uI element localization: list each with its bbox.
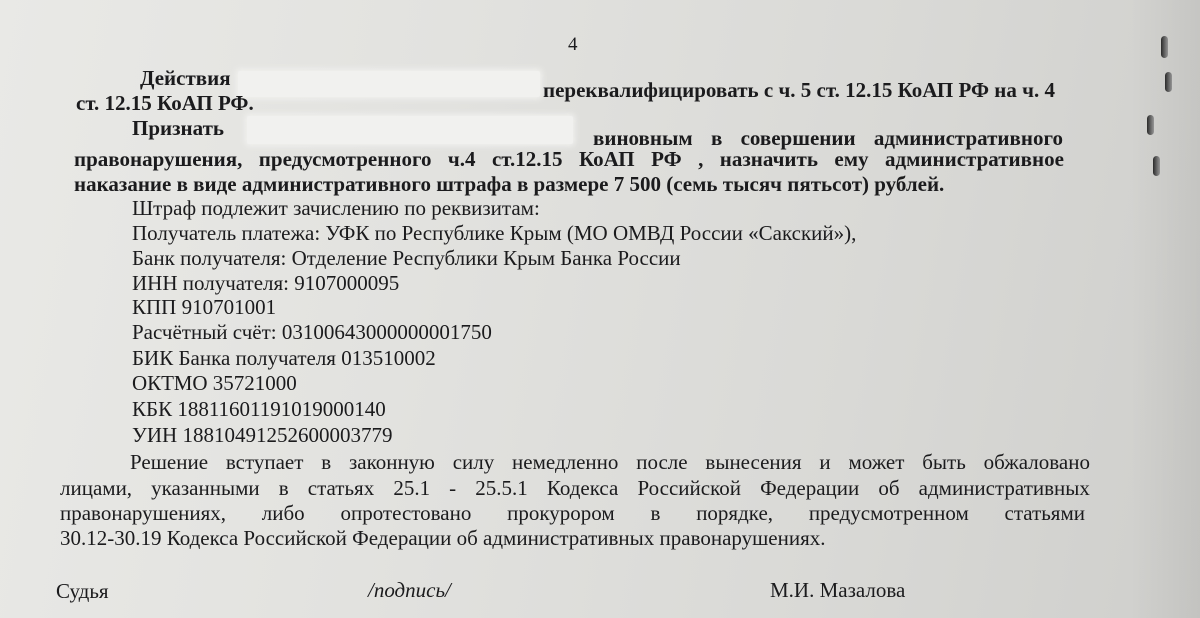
p2-start: Признать bbox=[132, 116, 225, 140]
word: порядке, bbox=[696, 501, 774, 525]
word: , bbox=[698, 147, 704, 171]
word: либо bbox=[261, 501, 305, 525]
word: правонарушения, bbox=[74, 147, 243, 171]
redaction-block bbox=[238, 71, 540, 97]
requisite-inn: ИНН получателя: 9107000095 bbox=[132, 271, 400, 295]
final-line2 bbox=[60, 476, 1090, 500]
page-number: 4 bbox=[568, 34, 578, 55]
p1-end: переквалифицировать с ч. 5 ст. 12.15 КоАП РФ на ч. 4 bbox=[543, 78, 1055, 102]
requisite-recipient: Получатель платежа: УФК по Республике Крым (МО ОМВД России «Сакский»), bbox=[132, 221, 857, 245]
word: в bbox=[650, 501, 661, 525]
word: ему bbox=[834, 147, 869, 171]
binder-hole bbox=[1147, 115, 1154, 135]
final-line3 bbox=[60, 501, 1085, 525]
word: Федерации bbox=[760, 476, 860, 500]
word: административного bbox=[873, 126, 1063, 150]
word: быть bbox=[922, 450, 966, 474]
binder-hole bbox=[1153, 156, 1160, 176]
word: 25.5.1 bbox=[475, 476, 528, 500]
requisite-oktmo: ОКТМО 35721000 bbox=[132, 371, 297, 395]
word: может bbox=[848, 450, 905, 474]
p2-line2 bbox=[74, 147, 1064, 171]
word: обжаловано bbox=[983, 450, 1090, 474]
final-line4: 30.12-30.19 Кодекса Российской Федерации об административных правонарушениях. bbox=[60, 526, 826, 550]
word: 25.1 bbox=[393, 476, 431, 500]
word: указанными bbox=[151, 476, 260, 500]
word: вынесения bbox=[705, 450, 802, 474]
word: статьях bbox=[307, 476, 375, 500]
word: силу bbox=[452, 450, 495, 474]
p1-line2: ст. 12.15 КоАП РФ. bbox=[76, 91, 254, 115]
word: предусмотренного bbox=[258, 147, 432, 171]
judge-name: М.И. Мазалова bbox=[770, 578, 906, 602]
word: виновным bbox=[593, 126, 693, 150]
requisite-bik: БИК Банка получателя 013510002 bbox=[132, 346, 436, 370]
word: ст.12.15 bbox=[491, 147, 563, 171]
word: опротестовано bbox=[340, 501, 472, 525]
binder-hole bbox=[1161, 36, 1168, 58]
word: законную bbox=[348, 450, 435, 474]
word: ч.4 bbox=[447, 147, 476, 171]
word: назначить bbox=[719, 147, 818, 171]
word: и bbox=[819, 450, 831, 474]
word: совершении bbox=[740, 126, 856, 150]
word: Решение bbox=[130, 450, 209, 474]
word: административное bbox=[884, 147, 1064, 171]
requisites-intro: Штраф подлежит зачислению по реквизитам: bbox=[132, 196, 540, 220]
binder-hole bbox=[1165, 72, 1172, 92]
word: в bbox=[278, 476, 289, 500]
word: Кодекса bbox=[546, 476, 619, 500]
p1-start: Действия bbox=[140, 66, 231, 90]
word: вступает bbox=[225, 450, 304, 474]
requisite-bank: Банк получателя: Отделение Республики Крым Банка России bbox=[132, 246, 681, 270]
word: правонарушениях, bbox=[60, 501, 226, 525]
signature-mark: /подпись/ bbox=[368, 578, 451, 602]
word: в bbox=[321, 450, 332, 474]
word: статьями bbox=[1004, 501, 1085, 525]
word: административных bbox=[918, 476, 1090, 500]
word: лицами, bbox=[60, 476, 133, 500]
word: РФ bbox=[651, 147, 682, 171]
final-line1 bbox=[130, 450, 1090, 474]
word: немедленно bbox=[512, 450, 619, 474]
requisite-kbk: КБК 18811601191019000140 bbox=[132, 397, 386, 421]
requisite-uin: УИН 18810491252600003779 bbox=[132, 423, 393, 447]
word: Российской bbox=[637, 476, 741, 500]
word: в bbox=[710, 126, 723, 150]
word: предусмотренном bbox=[808, 501, 969, 525]
requisite-account: Расчётный счёт: 03100643000000001750 bbox=[132, 320, 492, 344]
requisite-kpp: КПП 910701001 bbox=[132, 295, 277, 319]
judge-role: Судья bbox=[56, 579, 109, 603]
word: после bbox=[636, 450, 688, 474]
word: КоАП bbox=[578, 147, 635, 171]
word: - bbox=[449, 476, 457, 500]
word: об bbox=[878, 476, 900, 500]
word: прокурором bbox=[507, 501, 615, 525]
p2-line3: наказание в виде административного штрафа в размере 7 500 (семь тысяч пятьсот) рублей. bbox=[74, 172, 945, 196]
redaction-block bbox=[247, 116, 573, 144]
